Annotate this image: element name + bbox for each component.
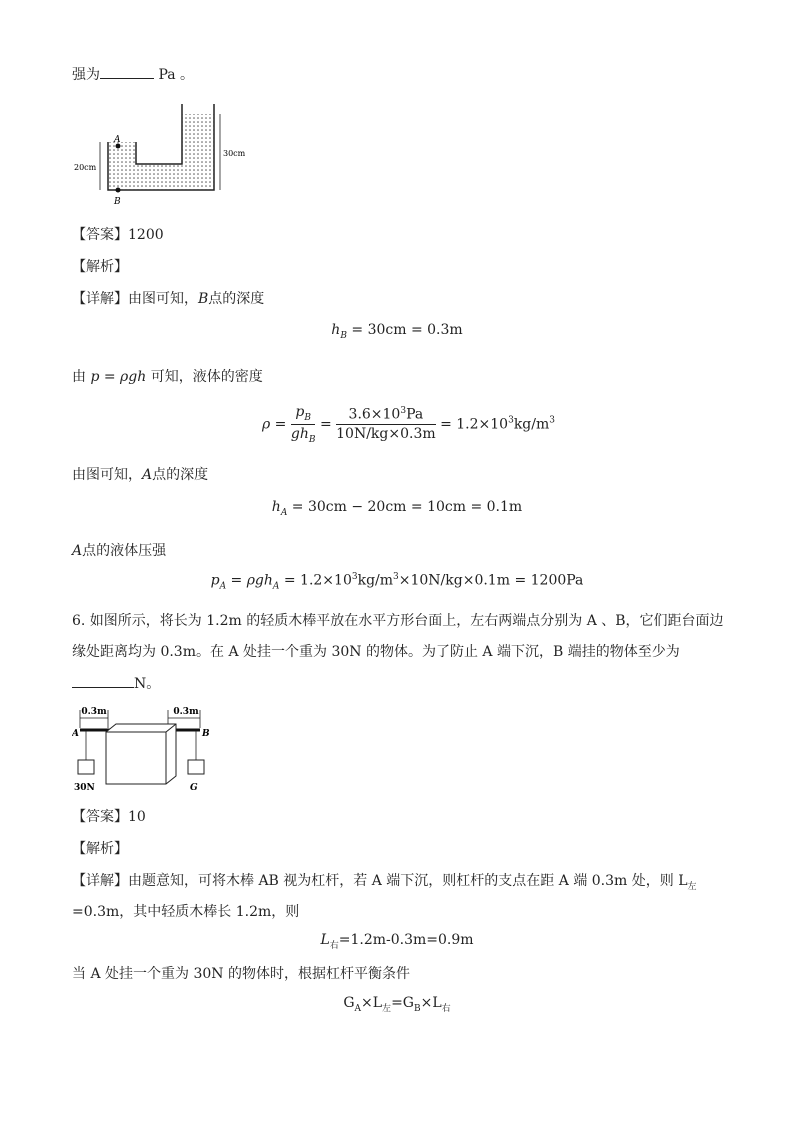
detail-line — [72, 288, 264, 308]
eq5-rhs: =1.2m-0.3m=0.9m — [338, 932, 474, 948]
eq2-den-sub: B — [308, 434, 316, 445]
q6-line3 — [72, 673, 160, 693]
eq2-den: gh — [290, 425, 309, 442]
liquid-fill — [108, 114, 214, 190]
q6-answer-value: 10 — [128, 809, 146, 825]
depth-a-line — [72, 464, 208, 484]
eq2-res-b: kg/m — [513, 416, 550, 433]
eq2-num2-b: Pa — [406, 407, 424, 424]
density-pre: 由 — [72, 369, 86, 385]
eq4-c: ×10N/kg×0.1m = 1200Pa — [398, 572, 584, 589]
density-line — [72, 366, 263, 386]
eq2-res-sup2: 3 — [549, 415, 555, 426]
eq6-ga: G — [343, 995, 355, 1011]
label-20cm: 20cm — [74, 163, 97, 172]
eq2-num-p: p — [295, 404, 305, 420]
q6-condition-line: 当 A 处挂一个重为 30N 的物体时，根据杠杆平衡条件 — [72, 966, 410, 982]
eq6-l2-sub: 右 — [441, 1003, 451, 1014]
analysis-tag: 【解析】 — [72, 259, 128, 275]
eq4-sub: A — [219, 581, 227, 592]
equation-pa — [0, 572, 794, 591]
q6-analysis-tag: 【解析】 — [72, 841, 128, 857]
label-g: G — [190, 783, 198, 793]
detail-tag: 【详解】 — [72, 291, 128, 307]
eq1-rhs: = 30cm = 0.3m — [346, 322, 463, 338]
line-top-prefix: 强为 — [72, 67, 100, 83]
eq4-sup: 3 — [351, 572, 358, 582]
eq4-sup2: 3 — [393, 572, 399, 582]
lever-figure — [72, 704, 222, 794]
depth-a-pre: 由图可知， — [72, 467, 142, 483]
eq5-sub: 右 — [329, 940, 339, 951]
equation-ha — [0, 499, 794, 518]
label-end-a: A — [72, 729, 79, 739]
eq6-x1: ×L — [361, 995, 383, 1011]
q5-answer — [72, 224, 164, 244]
weight-right — [188, 760, 204, 774]
q6-detail1 — [72, 870, 697, 892]
answer-value: 1200 — [128, 227, 164, 243]
eq2-res-sup: 3 — [508, 415, 514, 426]
q6-detail2: =0.3m，其中轻质木棒长 1.2m，则 — [72, 904, 300, 920]
eq1-lhs: h — [331, 322, 341, 338]
label-right-0-3m: 0.3m — [173, 707, 199, 717]
depth-a-post: 点的深度 — [152, 467, 209, 483]
detail-pre: 由图可知， — [128, 291, 198, 307]
label-left-0-3m: 0.3m — [81, 707, 107, 717]
q6-detail1-sub: 左 — [687, 881, 697, 892]
pressure-a-var: A — [72, 543, 83, 559]
pressure-a-line — [72, 540, 166, 560]
eq2-frac2 — [336, 406, 436, 442]
q6-line1: 6. 如图所示，将长为 1.2m 的轻质木棒平放在水平方形台面上，左右两端点分别为 A 、B，它们距台面边 — [72, 613, 724, 629]
answer-blank — [100, 64, 154, 79]
eq2-lhs: ρ = — [262, 416, 287, 433]
container-figure — [72, 96, 252, 208]
eq1-sub: B — [340, 330, 347, 341]
q6-detail1-text: 【详解】由题意知，可将木棒 AB 视为杠杆，若 A 端下沉，则杠杆的支点在距 A 端 0.3m 处，则 L — [72, 873, 688, 889]
eq5-l: L — [320, 932, 330, 948]
eq2-num2-a: 3.6×10 — [348, 407, 401, 424]
label-end-b: B — [202, 729, 210, 739]
equation-hb — [0, 322, 794, 341]
container-step — [136, 104, 182, 164]
eq2-res-a: = 1.2×10 — [440, 416, 509, 433]
eq4-mid-sub: A — [272, 581, 280, 592]
eq4-mid: = ρgh — [226, 572, 273, 589]
label-30cm: 30cm — [223, 149, 246, 158]
label-30n: 30N — [74, 783, 95, 793]
eq4-a: = 1.2×10 — [279, 572, 352, 589]
eq4-b: kg/m — [357, 572, 394, 589]
eq2-frac1 — [291, 404, 316, 445]
point-b — [116, 188, 121, 193]
line-top-suffix: Pa 。 — [158, 67, 195, 83]
q6-line3-suffix: N。 — [134, 676, 161, 692]
eq3-sub: A — [280, 507, 288, 518]
eq4-lhs: p — [210, 572, 220, 589]
eq6-l1-sub: 左 — [382, 1003, 392, 1014]
eq3-rhs: = 30cm − 20cm = 10cm = 0.1m — [287, 499, 523, 515]
weight-left — [78, 760, 94, 774]
density-post: 可知，液体的密度 — [150, 369, 263, 385]
equation-balance — [0, 995, 794, 1014]
density-formula: p = ρgh — [90, 369, 147, 385]
eq6-ga-sub: A — [354, 1003, 362, 1014]
label-b: B — [114, 197, 121, 207]
eq6-eq: =G — [391, 995, 414, 1011]
detail-post: 点的深度 — [208, 291, 265, 307]
eq2-num-sub: B — [304, 412, 311, 423]
eq2-num2-sup: 3 — [400, 406, 407, 417]
q6-line2: 缘处距离均为 0.3m。在 A 处挂一个重为 30N 的物体。为了防止 A 端下沉，B 端挂的物体至少为 — [72, 644, 680, 660]
eq6-x2: ×L — [420, 995, 442, 1011]
eq2-eq: = — [319, 416, 332, 433]
answer-tag: 【答案】 — [72, 227, 128, 243]
label-a: A — [114, 135, 121, 145]
line-top — [72, 64, 194, 84]
eq6-gb-sub: B — [413, 1003, 421, 1014]
q6-answer-blank — [72, 673, 134, 688]
depth-a-var: A — [142, 467, 153, 483]
detail-var: B — [198, 291, 209, 307]
equation-lever-right — [0, 932, 794, 951]
q6-answer-tag: 【答案】 — [72, 809, 128, 825]
eq2-den2: 10N/kg×0.3m — [336, 426, 436, 443]
eq3-lhs: h — [271, 499, 281, 515]
pressure-a-post: 点的液体压强 — [82, 543, 167, 559]
q6-answer — [72, 806, 146, 826]
equation-density — [262, 404, 555, 445]
